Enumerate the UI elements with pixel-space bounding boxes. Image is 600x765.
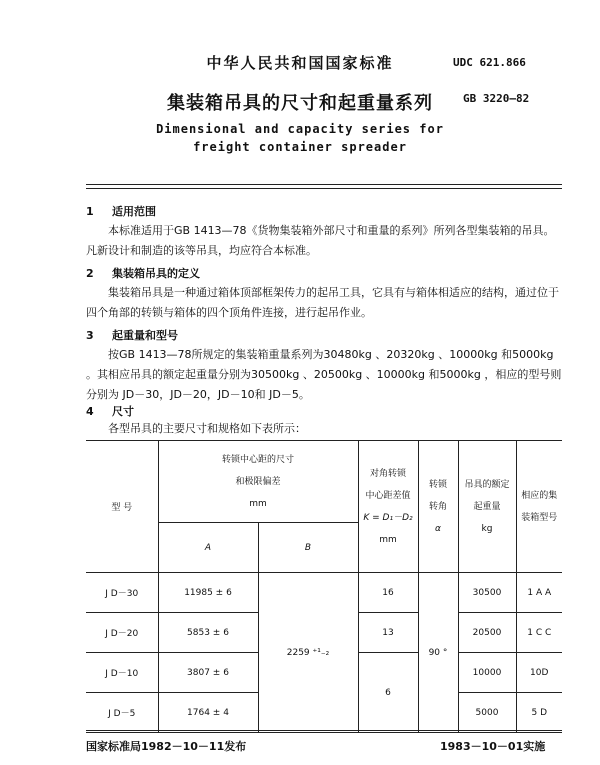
header-span-unit: mm — [249, 498, 267, 509]
header-diagonal-unit: mm — [379, 534, 397, 545]
paragraph: 各型吊具的主要尺寸和规格如下表所示： — [108, 422, 306, 435]
cell-capacity: 5000 — [458, 693, 516, 733]
udc-number: UDC 621.866 — [453, 56, 526, 69]
footer-rule — [86, 730, 562, 731]
header-diagonal-formula: K = D₁－D₂ — [363, 512, 413, 523]
header-capacity-unit: kg — [481, 523, 493, 534]
cell-model: J D－30 — [86, 573, 158, 613]
header-rule-top — [86, 184, 562, 185]
cell-container: 1 C C — [516, 613, 562, 653]
cell-capacity: 30500 — [458, 573, 516, 613]
header-diagonal-line1: 对角转锁 — [369, 468, 406, 479]
table-row — [86, 573, 562, 613]
section-number: 3 — [86, 329, 94, 342]
paragraph: 本标准适用于GB 1413—78《货物集装箱外部尺寸和重量的系列》所列各型集装箱的吊具。凡新设计和制造的该等吊具，均应符合本标准。 — [86, 224, 555, 257]
section-number: 1 — [86, 205, 94, 218]
section-4-heading — [86, 403, 134, 419]
header-container — [516, 441, 562, 573]
issuing-organization: 中华人民共和国国家标准 — [206, 54, 394, 72]
header-span — [158, 441, 358, 523]
paragraph: 集装箱吊具是一种通过箱体顶部框架传力的起吊工具，它具有与箱体相适应的结构，通过位于四个角部的转锁与箱体的四个顶角件连接，进行起吊作业。 — [86, 286, 559, 319]
header-container-line1: 相应的集 — [521, 490, 558, 501]
header-model-text: 型 号 — [111, 503, 133, 513]
section-4-body — [86, 419, 562, 439]
spreader-spec-table — [86, 440, 562, 733]
header-rule-bottom — [86, 188, 562, 189]
gb-number: GB 3220—82 — [463, 92, 530, 105]
cell-B: 2259 ⁺¹₋₂ — [258, 573, 358, 733]
table-header-row — [86, 441, 562, 523]
document-title-en-line1: Dimensional and capacity series for — [156, 122, 444, 136]
header-diagonal-line2: 中心距差值 — [365, 490, 411, 501]
header-span-line1: 转锁中心距的尺寸 — [221, 454, 294, 465]
cell-model: J D－5 — [86, 693, 158, 733]
header-span-line2: 和极限偏差 — [235, 476, 281, 487]
cell-capacity: 20500 — [458, 613, 516, 653]
header-container-line2: 装箱型号 — [521, 512, 558, 523]
section-2-body — [86, 283, 562, 323]
document-title-cn: 集装箱吊具的尺寸和起重量系列 — [167, 93, 433, 114]
header-capacity — [458, 441, 516, 573]
header-model — [86, 441, 158, 573]
section-2-heading — [86, 265, 200, 281]
header-A: A — [158, 523, 258, 573]
section-number: 2 — [86, 267, 94, 280]
header-rotation — [418, 441, 458, 573]
paragraph: 按GB 1413—78所规定的集装箱重量系列为30480kg 、20320kg 、10000kg 和5000kg 。其相应吊具的额定起重量分别为30500kg 、20500kg 、10000kg 和5000kg ，相应的型号则分别为 JD－30，JD－20，JD－10和 JD－5。 — [86, 348, 562, 401]
effective-date: 1983－10－01实施 — [440, 740, 546, 753]
section-number: 4 — [86, 405, 94, 418]
cell-model: J D－10 — [86, 653, 158, 693]
section-3-body — [86, 345, 562, 405]
cell-A: 1764 ± 4 — [158, 693, 258, 733]
header-diagonal — [358, 441, 418, 573]
header-capacity-line1: 吊具的额定 — [464, 479, 510, 490]
section-title: 尺寸 — [112, 405, 134, 418]
section-3-heading — [86, 327, 178, 343]
cell-A: 5853 ± 6 — [158, 613, 258, 653]
section-title: 起重量和型号 — [112, 329, 178, 342]
header-rotation-line2: 转角 — [428, 501, 447, 512]
document-title-en-line2: freight container spreader — [193, 140, 407, 154]
cell-K: 16 — [358, 573, 418, 613]
cell-rotation: 90 ° — [418, 573, 458, 733]
header-capacity-line2: 起重量 — [473, 501, 501, 512]
section-title: 适用范围 — [112, 205, 156, 218]
cell-A: 3807 ± 6 — [158, 653, 258, 693]
cell-K: 6 — [358, 653, 418, 733]
header-rotation-line1: 转锁 — [428, 479, 447, 490]
cell-model: J D－20 — [86, 613, 158, 653]
cell-container: 5 D — [516, 693, 562, 733]
header-rotation-unit: α — [435, 523, 441, 534]
section-1-body — [86, 221, 562, 261]
header-B: B — [258, 523, 358, 573]
issue-date: 国家标准局1982－10－11发布 — [86, 740, 247, 753]
cell-container: 10D — [516, 653, 562, 693]
cell-container: 1 A A — [516, 573, 562, 613]
section-1-heading — [86, 203, 156, 219]
cell-capacity: 10000 — [458, 653, 516, 693]
cell-A: 11985 ± 6 — [158, 573, 258, 613]
section-title: 集装箱吊具的定义 — [112, 267, 200, 280]
cell-K: 13 — [358, 613, 418, 653]
